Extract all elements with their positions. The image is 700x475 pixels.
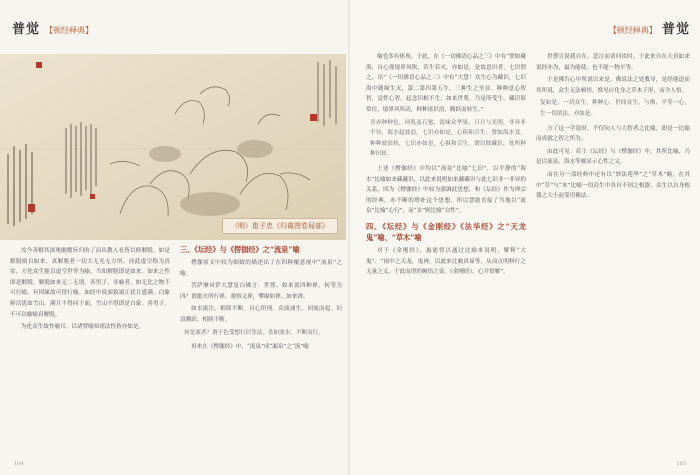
header-tag: 【顿经释典】 — [608, 26, 657, 35]
paragraph: 汝今善解其深奥幽微旨归的了而出教人看皆以修解脱。如是解脱则自如来。真解脱者一切大无光无方所。而此虚空称为真实。方化众生能以虚空世等为喻。当知解脱即是如来。如来之性即是解脱。解脱如来无二无别。善男子。非喻者。如无比之物不可行喻。有因缘故可得行喻。如经中说面貌端正犹月盛满。白象鲜洁犹如雪山。满月不得同于面。雪山不得即是白象。善男子。不可以喻喻真解脱。 — [10, 248, 170, 318]
page-number: 105 — [676, 461, 686, 467]
painting-image — [0, 54, 346, 240]
paragraph: 再来在《楞伽经》中，“流泉”成“漏泉”之“流”喻 — [191, 344, 309, 351]
section-title: 四、《坛经》与《金刚经》《法华经》之“天龙鬼”喻、“草木”喻 — [366, 221, 526, 242]
paragraph: 而在另一部经典中还有以“妙法莲华”之“草木”喻，在其中“草”与“木”比喻一切众生中各自不同之根器，众生以自身根器之大小而受用佛法。 — [536, 171, 690, 200]
paragraph: 世尊宣说我自在，悲泣而请问汝时。于此来自在天真如来说经亦为，最为能使，也不能一物平等。 — [536, 54, 690, 71]
header-tag: 【顿经释典】 — [45, 26, 94, 35]
paragraph: 如水流注。相续不断。自心所现。众流涌生。因流而起。识浪腾跃。相续不断。 — [180, 306, 342, 323]
paragraph: 由此可见：若于《坛经》与《楞伽经》中，其所比喻，乃是以流泉、海水等喻显示心性之义。 — [536, 148, 690, 166]
paragraph: 上述《楞伽经》中均以“流泉”比喻“七识”，以平静的“海水”比喻如来藏藏识，以此来说明如来藏藏识与此七识非一非异的关系。因为《楞伽经》中较为强调此思想，和《坛经》作为禅宗的经典，亦不断的增补这个思想，所以慧能直接了当地以“流泉”比喻“心行”，而“水”则比喻“自性”。 — [366, 165, 526, 215]
painting-illustration — [0, 54, 346, 240]
paragraph: 对于《金刚经》，惠能曾以通过比喻来说明，解释“大鬼”、“雨中之天龙，鬼神，以此来比喻真谛等，从而点明修行之无量之义，于此而得的顿悟之说。《金刚经》，心开悟解”。 — [366, 247, 526, 276]
paragraph: 楞伽原文中较为细致的描述出了在四种覆意视中“流泉”之喻。 — [180, 260, 342, 277]
section-title: 三、《坛经》与《楞伽经》之“流泉”喻 — [180, 245, 300, 254]
left-column-b — [180, 240, 342, 355]
header-left — [12, 18, 93, 37]
painting-caption: （明）崔子忠《归禽图卷局部》 — [222, 218, 338, 234]
paragraph: 方了这一学说时，不仅向人与大智者之比喻，即是一比喻而成就之智之所为。 — [536, 125, 690, 143]
right-column-d — [536, 52, 690, 204]
paragraph: 为化众生故作喻耳。以诸譬喻知诸法性皆亦如是。 — [21, 324, 145, 331]
header-right — [609, 18, 690, 37]
verse-block: 青赤种种色，珂乳及石蜜，淡味众华果，日月与光明，非异非不异，海水起波浪，七识亦如是，心俱和合生。譬如海水变，种种波浪转，七识亦如是，心俱和合生。谓以彼藏识，处所种种识转。 — [370, 119, 526, 158]
right-page — [350, 0, 700, 475]
header-logo: 普觉 — [661, 22, 690, 37]
quote-block: 何是流者？谓于色受想行识等法。各如流水。不断而行。 — [184, 329, 324, 336]
paragraph: 于是佛告心中所说以来是。佛说法之处教导，是经能道而其所说，众生无法顿悟，惟见应化身之草木于形，而令人悟。 — [536, 77, 690, 94]
page-number: 104 — [14, 461, 24, 467]
paragraph: 喻也多有体现，于此，在《一切佛语心品之三》中有“譬如藏海，自心现境界风吹，若生若灭，亦如是，是故意识者，七识谓之，出”《一切佛语心品之三》中有“大慧！众生心为藏识，七识海中随缘生灭，第二第四第五生，三种生之至显。种种意心智智，觉性心智，起念识相不生，如来世尊，乃是所受生。藏识海常住，境界风所动，种种诸识浪，腾跃而转生。” — [366, 54, 526, 113]
right-column-c — [366, 52, 526, 280]
verse-block: 复如是，一切众生，种种心，世间众生，与佛，平等一心，生一切诸法，亦如是。 — [540, 100, 690, 117]
paragraph: 菩萨摩诃萨大慧复白佛言：世尊。如来说四种禅。何等为四？谓愚夫所行禅、观察义禅、攀缘如禅、如来禅。 — [180, 283, 342, 300]
left-column-a — [10, 246, 170, 335]
header-logo: 普觉 — [12, 22, 41, 37]
